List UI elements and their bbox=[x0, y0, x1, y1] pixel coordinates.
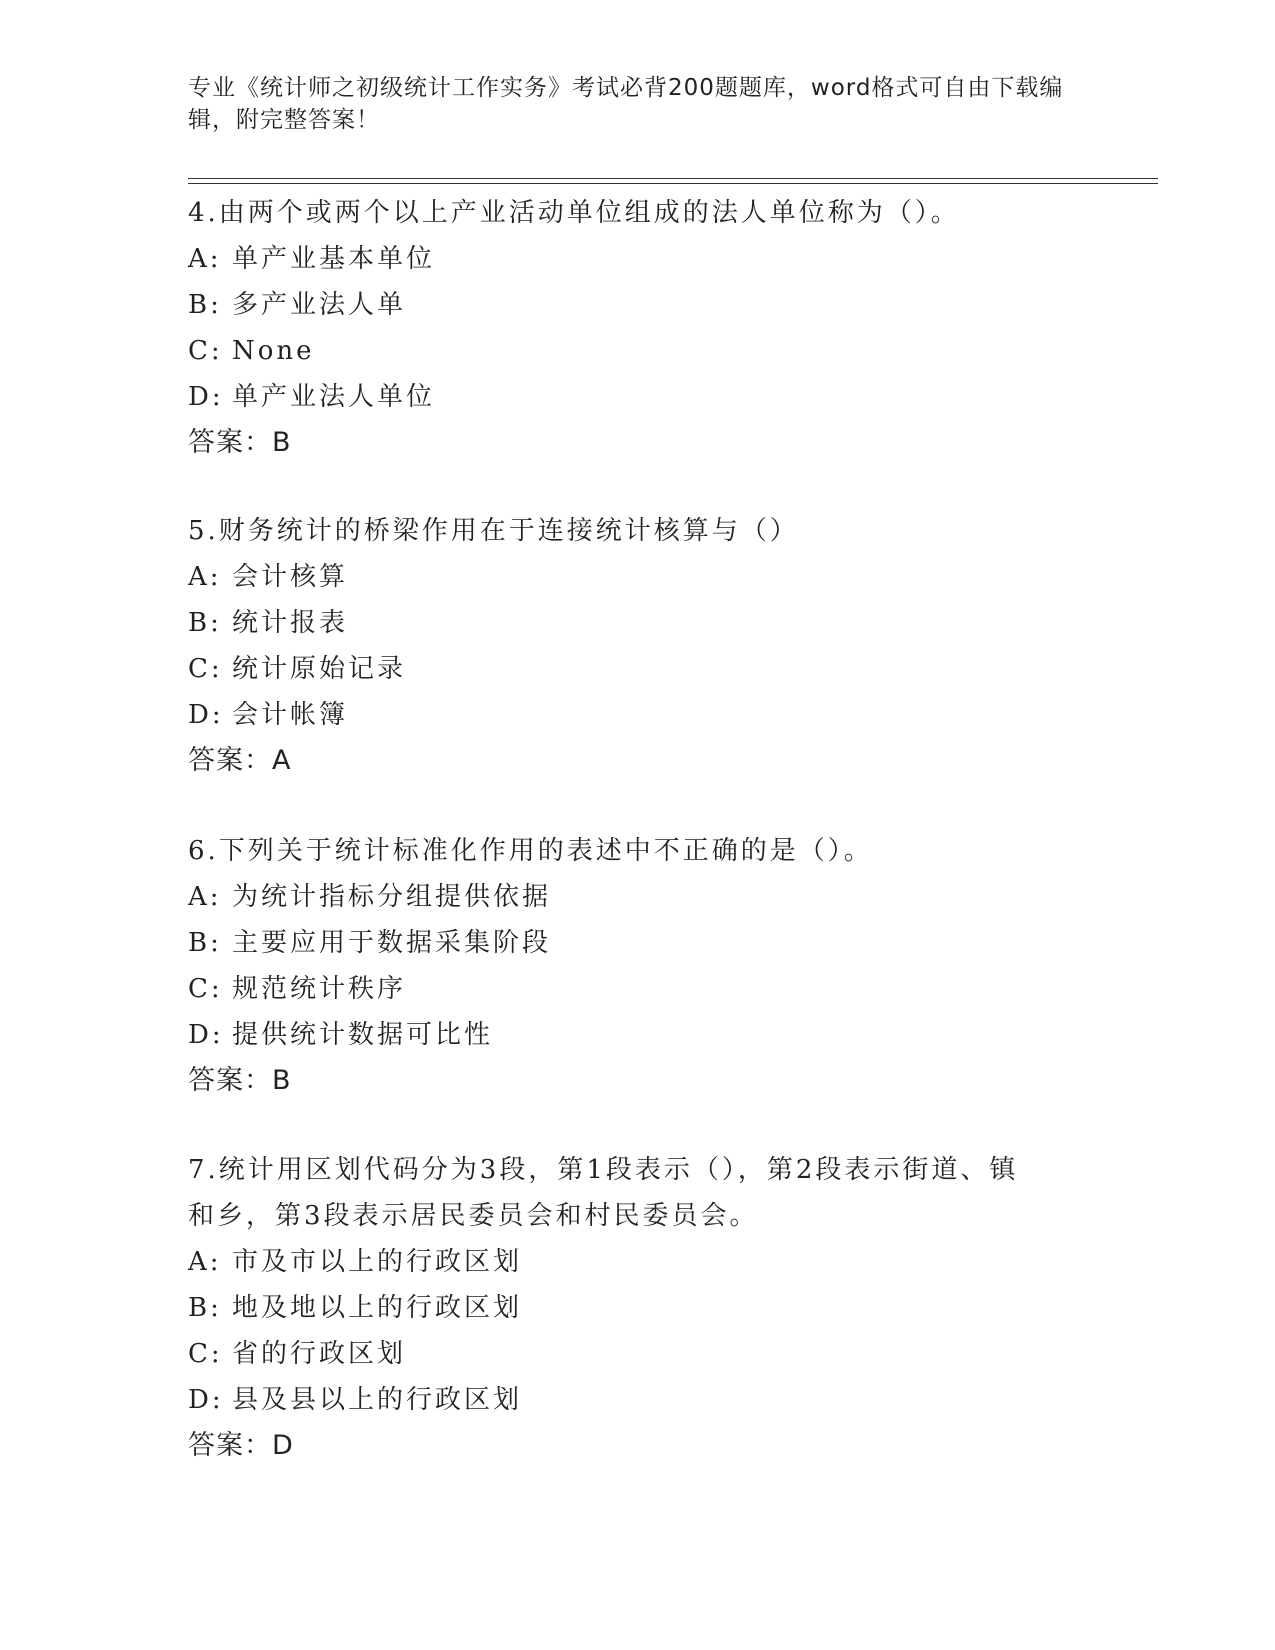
option-text: 统计报表 bbox=[232, 608, 349, 638]
option-key: C: bbox=[188, 336, 223, 366]
answer-line: 答案：D bbox=[188, 1430, 294, 1461]
option-text: 市及市以上的行政区划 bbox=[232, 1247, 523, 1277]
option-d bbox=[188, 692, 1088, 738]
option-text: 多产业法人单 bbox=[232, 290, 407, 320]
option-key: D: bbox=[188, 700, 224, 730]
option-b bbox=[188, 600, 1088, 646]
option-d bbox=[188, 374, 1088, 420]
answer-line: 答案：A bbox=[188, 745, 292, 776]
option-key: A: bbox=[188, 562, 222, 592]
option-key: D: bbox=[188, 1020, 224, 1050]
option-key: B: bbox=[188, 290, 222, 320]
option-text: 会计核算 bbox=[232, 562, 349, 592]
option-key: B: bbox=[188, 608, 222, 638]
option-a bbox=[188, 874, 1088, 920]
option-text: 县及县以上的行政区划 bbox=[232, 1385, 523, 1415]
option-c bbox=[188, 646, 1088, 692]
option-d bbox=[188, 1377, 1088, 1423]
option-a bbox=[188, 554, 1088, 600]
option-b bbox=[188, 282, 1088, 328]
option-b bbox=[188, 920, 1088, 966]
option-text: 统计原始记录 bbox=[232, 654, 407, 684]
option-text: None bbox=[232, 336, 315, 366]
option-text: 地及地以上的行政区划 bbox=[232, 1293, 523, 1323]
option-key: B: bbox=[188, 1293, 222, 1323]
option-key: C: bbox=[188, 654, 223, 684]
question-stem-line-1: 7.统计用区划代码分为3段，第1段表示（），第2段表示街道、镇 bbox=[188, 1155, 1019, 1185]
option-c bbox=[188, 966, 1088, 1012]
document-header bbox=[188, 72, 1088, 136]
option-key: D: bbox=[188, 1385, 224, 1415]
option-text: 为统计指标分组提供依据 bbox=[232, 882, 552, 912]
option-text: 会计帐簿 bbox=[232, 700, 349, 730]
option-key: D: bbox=[188, 382, 224, 412]
option-a bbox=[188, 1239, 1088, 1285]
option-text: 提供统计数据可比性 bbox=[232, 1020, 494, 1050]
option-key: A: bbox=[188, 882, 222, 912]
question-stem: 4.由两个或两个以上产业活动单位组成的法人单位称为（）。 bbox=[188, 198, 960, 228]
answer-line: 答案：B bbox=[188, 427, 292, 458]
answer-line: 答案：B bbox=[188, 1065, 292, 1096]
question-7 bbox=[188, 1147, 1088, 1469]
option-key: A: bbox=[188, 1247, 222, 1277]
option-a bbox=[188, 236, 1088, 282]
option-key: C: bbox=[188, 974, 223, 1004]
option-d bbox=[188, 1012, 1088, 1058]
option-b bbox=[188, 1285, 1088, 1331]
option-text: 规范统计秩序 bbox=[232, 974, 407, 1004]
document-title: 专业《统计师之初级统计工作实务》考试必背200题题库，word格式可自由下载编辑，附完整答案！ bbox=[188, 75, 1064, 133]
option-c bbox=[188, 328, 1088, 374]
option-text: 单产业法人单位 bbox=[232, 382, 436, 412]
question-4 bbox=[188, 190, 1088, 466]
question-stem-line-2: 和乡，第3段表示居民委员会和村民委员会。 bbox=[188, 1201, 759, 1231]
question-stem: 6.下列关于统计标准化作用的表述中不正确的是（）。 bbox=[188, 836, 873, 866]
option-c bbox=[188, 1331, 1088, 1377]
header-divider-top bbox=[188, 178, 1158, 179]
option-text: 主要应用于数据采集阶段 bbox=[232, 928, 552, 958]
option-text: 单产业基本单位 bbox=[232, 244, 436, 274]
option-key: B: bbox=[188, 928, 222, 958]
header-divider-bottom bbox=[188, 183, 1158, 184]
option-key: A: bbox=[188, 244, 222, 274]
question-stem: 5.财务统计的桥梁作用在于连接统计核算与（） bbox=[188, 516, 799, 546]
question-5 bbox=[188, 508, 1088, 784]
option-key: C: bbox=[188, 1339, 223, 1369]
option-text: 省的行政区划 bbox=[232, 1339, 407, 1369]
question-6 bbox=[188, 828, 1088, 1104]
